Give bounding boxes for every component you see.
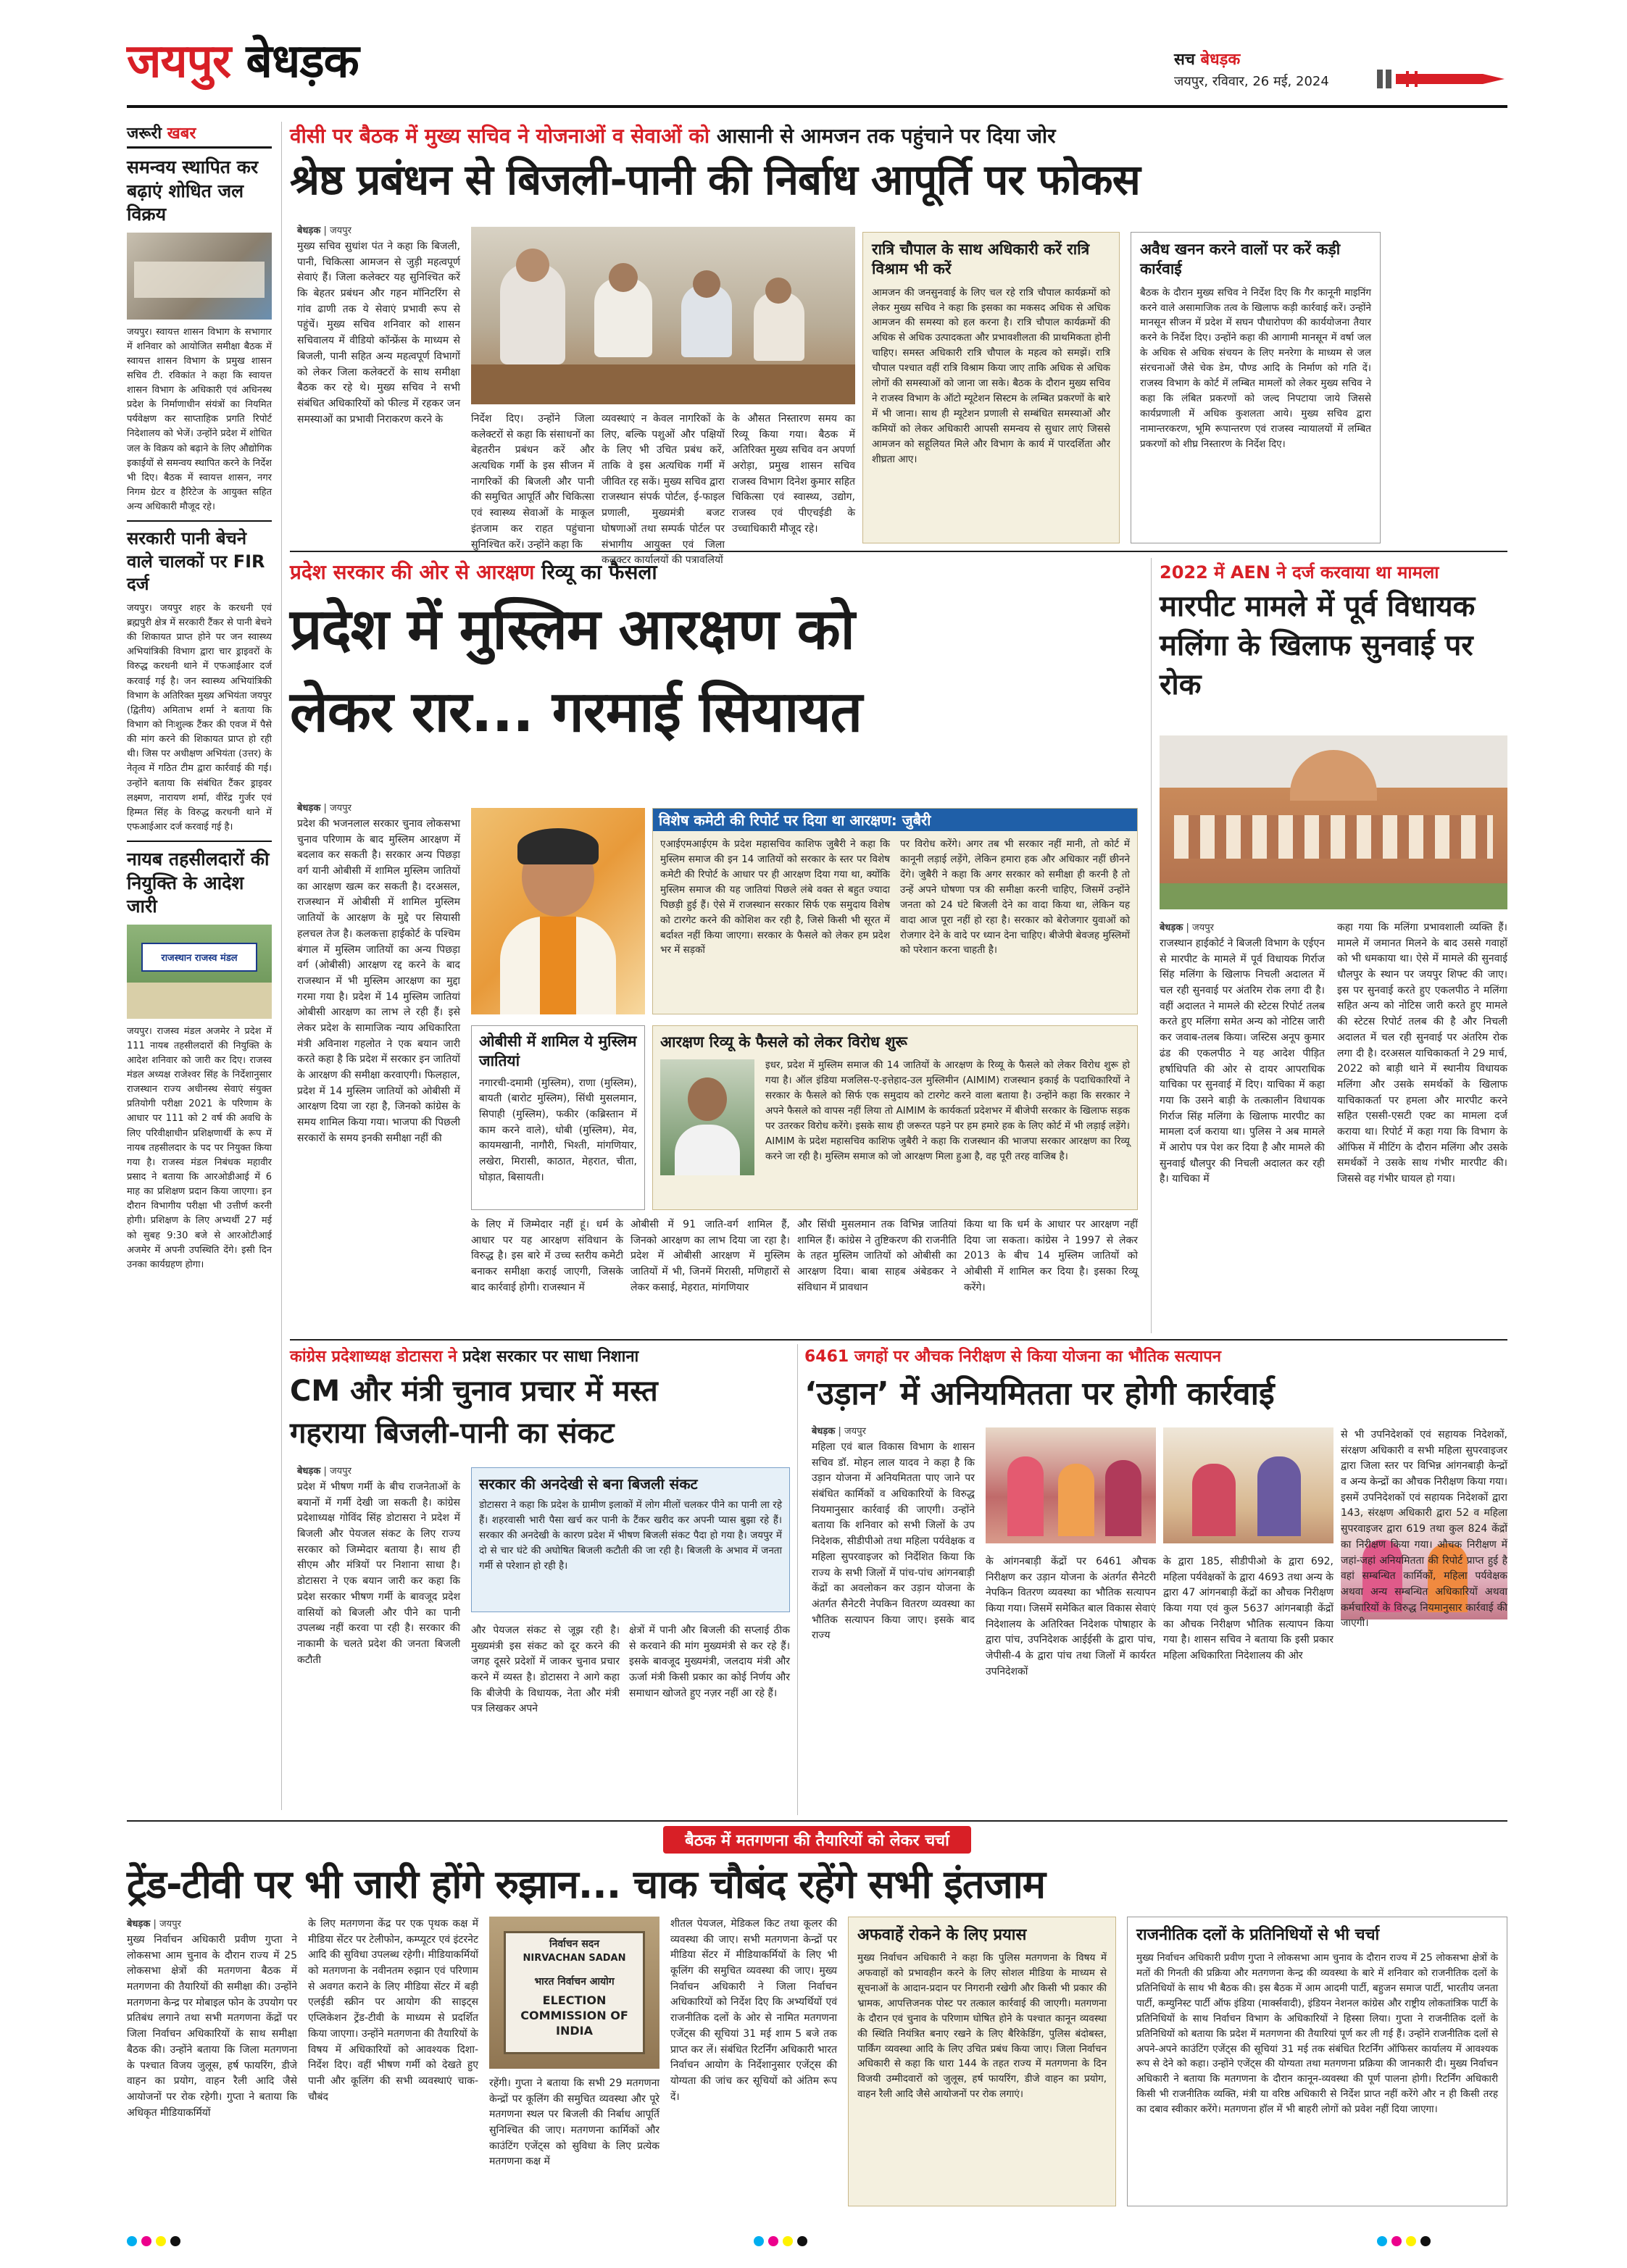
story-5-col-4: से भी उपनिदेशकों एवं सहायक निदेशकों, संरक्षण अधिकारी व सभी महिला सुपरवाइजर द्वारा जिला स्तर पर विभिन्न आंगनबाड़ी केन्द्रों व अन्य केन्द्रों का औचक निरीक्षण किया गया। इसमें उपनिदेशकों एवं सहायक निदेशकों द्वारा 143, संरक्षण अधिकारी द्वारा 52 व महिला सुपरवाइजर द्वारा 619 तथा कुल 824 केंद्रों का निरीक्षण किया गया। औचक निरीक्षण में जहां-जहां अनियमितता की रिपोर्ट प्राप्त हुई है वहां सम्बन्धित कार्मिकों, महिला पर्यवेक्षक अथवा अन्य सम्बन्धित अधिकारियों अथवा कर्मचारियों के विरुद्ध नियमानुसार कार्रवाई की जाएगी। xyxy=(1341,1429,1507,1630)
story-5-photo-1 xyxy=(986,1427,1156,1543)
story-5-headline: ‘उड़ान’ में अनियमितता पर होगी कार्रवाई xyxy=(804,1375,1275,1412)
board-sign: राजस्थान राजस्व मंडल xyxy=(141,943,257,972)
story-2-box-b: ओबीसी में शामिल ये मुस्लिम जातियां नगारची-दमामी (मुस्लिम), राणा (मुस्लिम), बायती (बारोट मुस्लिम), सिंधी मुसलमान, सिपाही (मुस्लिम), फकीर (कब्रिस्तान में काम करने वाले), धोबी (मुस्लिम), मेव, कायमखानी, नागौरी, भिश्ती, मांगणियार, लखेरा, मिरासी, काठात, मेहरात, चीता, घोड़ात, बिसायती। xyxy=(471,1025,645,1210)
story-1-col-2: निर्देश दिए। उन्होंने जिला कलेक्टरों से कहा कि संसाधनों का बेहतरीन प्रबंधन करें और अत्यधिक गर्मी के इस सीजन में नागरिकों की बिजली और पानी की समुचित आपूर्ति और चिकित्सा एवं स्वास्थ्य सेवाओं के माकूल इंतजाम कर राहत पहुंचाना सुनिश्चित करें। उन्होंने कहा कि xyxy=(471,413,594,551)
sidebar-story-3-body: जयपुर। राजस्व मंडल अजमेर ने प्रदेश में 111 नायब तहसीलदारों की नियुक्ति के आदेश शनिवार को जारी कर दिए। राजस्व मंडल अध्यक्ष राजेश्वर सिंह के निर्देशानुसार राजस्थान राज्य अधीनस्थ सेवाएं संयुक्त प्रतियोगी परीक्षा 2021 के परिणाम के आधार पर 111 को 2 वर्ष की अवधि के लिए परिवीक्षाधीन प्रशिक्षणार्थी के रूप में नायब तहसीलदार के पद पर नियुक्त किया गया है। राजस्व मंडल निबंधक महावीर प्रसाद ने बताया कि आरओडीआई में 6 माह का प्रशिक्षण प्रदान किया जाएगा। इन दौरान विभागीय परीक्षा भी उत्तीर्ण करनी होगी। प्रशिक्षण के लिए अभ्यर्थी 27 मई को सुबह 9:30 बजे से आरओटीआई अजमेर में अपनी उपस्थिति देंगे। इसी दिन उनका कार्यग्रहण होगा। xyxy=(127,1025,272,1270)
registration-marks-center xyxy=(754,2235,812,2249)
story-5-photo-2 xyxy=(1163,1427,1333,1543)
story-5-col-4b xyxy=(1341,1627,1507,1815)
story-6-kicker-wrap xyxy=(127,1826,1507,1854)
story-4-headline-l2: गहराया बिजली-पानी का संकट xyxy=(290,1417,615,1450)
story-2-headline-l2: लेकर रार... गरमाई सियायत xyxy=(290,680,862,745)
story-4 xyxy=(290,1344,790,1815)
sidebar-story-1-photo xyxy=(127,233,272,320)
story-4-col-2: और पेयजल संकट से जूझ रही है। मुख्यमंत्री इस संकट को दूर करने की जगह दूसरे प्रदेशों में जाकर चुनाव प्रचार करने में व्यस्त है। डोटासरा ने आगे कहा कि बीजेपी के विधायक, नेता और मंत्री पत्र लिखकर अपने xyxy=(471,1625,620,1715)
story-5-kicker: 6461 जगहों पर औचक निरीक्षण से किया योजना का भौतिक सत्यापन xyxy=(804,1348,1221,1366)
story-2-col-1: बेधड़क | जयपुर प्रदेश की भजनलाल सरकार चुनाव लोकसभा चुनाव परिणाम के बाद मुस्लिम आरक्षण में बदलाव कर सकती है। सरकार अन्य पिछड़ा वर्ग यानी ओबीसी में शामिल मुस्लिम जातियों का आरक्षण खत्म कर सकती है। दरअसल, राजस्थान में ओबीसी में शामिल मुस्लिम जातियों के आरक्षण के मुद्दे पर सियासी हलचल तेज है। कलकत्ता हाईकोर्ट के पश्चिम बंगाल में मुस्लिम जातियों का अन्य पिछड़ा वर्ग (ओबीसी) आरक्षण रद्द करने के बाद राजस्थान में भी मुस्लिम आरक्षण का मुद्दा गरमा गया है। प्रदेश में 14 मुस्लिम जातियां ओबीसी आरक्षण का लाभ ले रही हैं। इसे लेकर प्रदेश के सामाजिक न्याय अधिकारिता मंत्री अविनाश गहलोत ने एक बयान जारी करते कहा है कि प्रदेश में सरकार इन जातियों के आरक्षण की समीक्षा करवाएगी। फिलहाल, प्रदेश में 14 मुस्लिम जातियों को ओबीसी में आरक्षण दिया जा रहा है, जिनको कांग्रेस के समय शामिल किया गया। भाजपा की पिछली सरकारों के समय इनकी समीक्षा नहीं की xyxy=(297,803,460,1144)
sign-line-2: NIRVACHAN SADAN xyxy=(523,1953,626,1964)
story-4-box: सरकार की अनदेखी से बना बिजली संकट डोटासरा ने कहा कि प्रदेश के ग्रामीण इलाकों में लोग मीलों चलकर पीने का पानी ला रहे हैं। शहरवासी भारी पैसा खर्च कर पानी के टैंकर खरीद कर अपनी प्यास बुझा रहे हैं। सरकार की अनदेखी के कारण प्रदेश में भीषण बिजली संकट पैदा हो गया है। जयपुर में दो से चार घंटे की अघोषित बिजली कटौती की जा रही है। बिजली के अभाव में जनता गर्मी से परेशान हो रही है। xyxy=(471,1467,790,1612)
dateline: जयपुर, रविवार, 26 मई, 2024 xyxy=(1174,74,1329,89)
story-1 xyxy=(290,122,1507,567)
story-6-col-3: रहेंगी। गुप्ता ने बताया कि सभी 29 मतगणना केन्द्रों पर कूलिंग की समुचित व्यवस्था और पूरे मतगणना स्थल पर बिजली की निर्बाध आपूर्ति सुनिश्चित की जाए। मतगणना कार्मिकों और काउंटिंग एजेंट्स को सुविधा के लिए प्रत्येक मतगणना कक्ष में xyxy=(489,2077,659,2168)
divider-5 xyxy=(127,1820,1507,1822)
logo-right: बेधड़क xyxy=(246,35,359,88)
story-2-inset-photo xyxy=(660,1059,754,1175)
story-2-box-c: आरक्षण रिव्यू के फैसले को लेकर विरोध शुरू इधर, प्रदेश में मुस्लिम समाज की 14 जातियों के आरक्षण के रिव्यू के फैसले को लेकर विरोध शुरू हो गया है। ऑल इंडिया मजलिस-ए-इत्तेहाद-उल मुस्लिमीन (AIMIM) राजस्थान इकाई के पदाधिकारियों ने सरकार के फैसले को सिर्फ एक समुदाय को टारगेट करने वाला बताया है। उन्होंने कहा कि सरकार ने अपने फैसले को वापस नहीं लिया तो AIMIM के कार्यकर्ता प्रदेशभर में बीजेपी सरकार के खिलाफ सड़क पर उतरकर विरोध करेंगे। इसके साथ ही जरूरत पड़ने पर हम हमारे हक के लिए कोर्ट में भी लड़ाई लड़ेंगे। AIMIM के प्रदेश महासचिव काशिफ जुबैरी ने कहा कि राजस्थान की भाजपा सरकार आरक्षण का रिव्यू करने जा रही है। मुस्लिम समाज को जो आरक्षण मिला हुआ है, वह पूरी तरह वाजिब है। xyxy=(652,1025,1138,1210)
sign-line-4: ELECTION COMMISSION OF INDIA xyxy=(520,1993,628,2038)
story-1-box-2: अवैध खनन करने वालों पर करें कड़ी कार्रवाई बैठक के दौरान मुख्य सचिव ने निर्देश दिए कि गैर कानूनी माइनिंग करने वाले असामाजिक तत्व के खिलाफ कड़ी कार्रवाई करें। उन्होंने मानसून सीजन में प्रदेश में सघन पौधारोपण की कार्ययोजना तैयार करने के निर्देश दिए। उन्होंने कहा की आगामी मानसून में वर्षा जल के अधिक से अधिक संचयन के लिए मनरेगा के माध्यम से जल संरचनाओं जैसे चेक डेम, पौण्ड आदि के निर्माण को गति दें। राजस्व विभाग के कोर्ट में लम्बित मामलों को लेकर मुख्य सचिव ने कहा कि लंबित प्रकरणों को जल्द निपटाया जाये जिससे कार्यप्रणाली में अधिक कुशलता आये। मुख्य सचिव द्वारा नामान्तरकरण, भूमि रूपान्तरण एवं राजस्व न्यायालयों में लम्बित प्रकरणों को शीघ्र निस्तारण के निर्देश दिए। xyxy=(1131,232,1381,543)
sidebar-story-2-body: जयपुर। जयपुर शहर के करधनी एवं ब्रह्मपुरी क्षेत्र में सरकारी टैंकर से पानी बेचने की शिकायत प्राप्त होने पर जन स्वास्थ्य अभियांत्रिकी विभाग द्वारा चार ड्राइवरों के विरुद्ध करधनी थाने में एफआईआर दर्ज करवाई गई है। जन स्वास्थ्य अभियांत्रिकी विभाग के अतिरिक्त मुख्य अभियंता जयपुर (द्वितीय) अमिताभ शर्मा ने बताया कि विभाग को निःशुल्क टैंकर की एवज में पैसे की मांग करने की शिकायत प्राप्त हो रही थी। जिस पर अधीक्षण अभियंता (उत्तर) के नेतृत्व में गठित टीम द्वारा कार्रवाई की गई। उन्होंने बताया कि संबंधित टैंकर ड्राइवर लक्ष्मण, नारायण शर्मा, वीरेंद्र गुर्जर एवं हिम्मत सिंह के विरुद्ध करधनी थाने में एफआईआर दर्ज करवाई गई है। xyxy=(127,602,272,833)
story-5-col-1: बेधड़क | जयपुर महिला एवं बाल विकास विभाग के शासन सचिव डॉ. मोहन लाल यादव ने कहा है कि उड़ान योजना में अनियमितता पाए जाने पर संबंधित कार्मिकों व अधिकारियों के विरुद्ध नियमानुसार कार्रवाई की जाएगी। उन्होंने बताया कि शनिवार को सभी जिलों के उप निदेशक, सीडीपीओ तथा महिला पर्यवेक्षक व महिला सुपरवाइजर को निर्देशित किया कि राज्य के सभी जिलों में पांच-पांच आंगनबाड़ी केंद्रों का अवलोकन कर उड़ान योजना के अंतर्गत सैनेटरी नेपकिन वितरण व्यवस्था का भौतिक सत्यापन किया जाए। इसके बाद राज्य xyxy=(812,1426,975,1642)
story-6-col-4: शीतल पेयजल, मेडिकल किट तथा कूलर की व्यवस्था की जाए। सभी मतगणना केन्द्रों पर मीडिया सेंटर में मीडियाकर्मियों के लिए भी कूलिंग की समुचित व्यवस्था की जाए। मुख्य निर्वाचन अधिकारी ने जिला निर्वाचन अधिकारियों को निर्देश दिए कि अभ्यर्थियों एवं राजनीतिक दलों के ओर से नामित मतगणना एजेंट्स की सूचियां 31 मई शाम 5 बजे तक प्राप्त कर लें। संबंधित रिटर्निंग अधिकारी भारत निर्वाचन आयोग के निर्देशानुसार एजेंट्स की योग्यता की जांच कर सूचियों को अंतिम रूप दें। xyxy=(670,1918,837,2103)
divider-3 xyxy=(290,1339,1507,1341)
story-4-col-1: बेधड़क | जयपुर प्रदेश में भीषण गर्मी के बीच राजनेताओं के बयानों में गर्मी देखी जा सकती है। कांग्रेस प्रदेशाध्यक्ष गोविंद सिंह डोटासरा ने प्रदेश में बिजली और पेयजल संकट के लिए राज्य सरकार को जिम्मेदार बताया है। साथ ही सीएम और मंत्रियों पर निशाना साधा है। डोटासरा ने एक बयान जारी कर कहा कि प्रदेश सरकार भीषण गर्मी के बावजूद प्रदेश वासियों को बिजली और पीने का पानी उपलब्ध नहीं करवा पा रही है। सरकार की नाकामी के चलते प्रदेश की जनता बिजली कटौती xyxy=(297,1466,460,1666)
masthead-logo xyxy=(127,36,359,87)
story-6-photo xyxy=(489,1917,659,2069)
sidebar-story-2-title: सरकारी पानी बेचने वाले चालकों पर FIR दर्ज xyxy=(127,528,265,594)
sidebar-story-3-title: नायब तहसीलदारों की नियुक्ति के आदेश जारी xyxy=(127,849,270,917)
story-1-photo xyxy=(471,227,855,404)
story-6-box-a: अफवाहें रोकने के लिए प्रयास मुख्य निर्वाचन अधिकारी ने कहा कि पुलिस मतगणना के विषय में अफवाहों को प्रभावहीन करने के लिए सोशल मीडिया के माध्यम से सूचनाओं के आदान-प्रदान पर निगरानी रखेगी और किसी भी प्रकार की भ्रामक, आपत्तिजनक पोस्ट पर तत्काल कार्रवाई की जाएगी। मतगणना के दौरान एवं चुनाव के परिणाम घोषित होने के पश्चात कानून व्यवस्था की स्थिति नियंत्रित बनाए रखने के लिए बैरिकेडिंग, पुलिस बंदोबस्त, पार्किंग व्यवस्था आदि के लिए उचित प्रबंध किया जाए। जिला निर्वाचन अधिकारी से कहा कि धारा 144 के तहत राज्य में मतगणना के दिन विजयी उम्मीदवारों को जुलूस, हर्ष फायरिंग, डीजे वाहन का प्रयोग, वाहन रैली आदि जैसे आयोजनों पर रोक लगाएं। xyxy=(848,1917,1116,2206)
sign-line-3: भारत निर्वाचन आयोग xyxy=(534,1976,615,1988)
story-2-photo xyxy=(471,808,645,1014)
story-3-col-1: बेधड़क | जयपुर राजस्थान हाईकोर्ट ने बिजली विभाग के एईएन से मारपीट के मामले में पूर्व विधायक गिर्राज सिंह मलिंगा के खिलाफ निचली अदालत में चल रही सुनवाई पर अंतरिम रोक लगा दी है। वहीं अदालत ने मामले की स्टेटस रिपोर्ट तलब करते हुए मलिंगा समेत अन्य को नोटिस जारी कर जवाब-तलब किया। जस्टिस अनूप कुमार ढंड की एकलपीठ ने यह आदेश पीड़ित हर्षाधिपति की ओर से दायर आपराधिक याचिका पर सुनवाई में दिए। याचिका में कहा गया कि उसने बाड़ी के तत्कालीन विधायक गिर्राज सिंह मलिंगा के खिलाफ मारपीट का मामला दर्ज कराया था। पुलिस ने अब मामले में आरोप पत्र पेश कर दिया है और मामले की सुनवाई धौलपुर की निचली अदालत कर रही है। याचिका में xyxy=(1160,922,1325,1185)
story-2 xyxy=(290,558,1145,1333)
masthead xyxy=(0,0,1627,123)
story-3-col-2: कहा गया कि मलिंगा प्रभावशाली व्यक्ति हैं। मामले में जमानत मिलने के बाद उससे गवाहों को भी धमकाया था। ऐसे में मामले की सुनवाई धौलपुर के स्थान पर जयपुर शिफ्ट की जाए। इस पर सुनवाई करते हुए एकलपीठ ने मलिंगा सहित अन्य को नोटिस जारी करते हुए मामले की स्टेटस रिपोर्ट तलब की है और निचली अदालत में चल रही सुनवाई पर अंतरिम रोक लगा दी है। दरअसल याचिकाकर्ता ने 29 मार्च, 2022 को बाड़ी थाने में स्थानीय विधायक मलिंगा और उसके समर्थकों के खिलाफ याचिकाकर्ता पर हमला और मारपीट करने सहित एससी-एसटी एक्ट का मामला दर्ज कराया था। रिपोर्ट में कहा गया कि विभाग के ऑफिस में मीटिंग के दौरान मलिंगा और उसके समर्थकों ने उसके साथ गंभीर मारपीट की। जिससे वह गंभीर घायल हो गया। xyxy=(1337,922,1507,1185)
logo-left: जयपुर xyxy=(127,35,231,88)
registration-marks-left xyxy=(127,2235,185,2249)
story-2-col-3: ओबीसी में 91 जाति-वर्ग शामिल हैं, जिनको आरक्षण का लाभ दिया जा रहा है। प्रदेश में ओबीसी आरक्षण में मुस्लिम जातियों में भी, जिनमें मिरासी, मणिहारों से लेकर कसाई, मेहरात, मांगणियार xyxy=(631,1219,790,1293)
sidebar-divider xyxy=(281,122,282,1810)
story-2-col-2: के लिए में जिम्मेदार नहीं हूं। धर्म के आधार पर यह आरक्षण संविधान के विरुद्ध है। इस बारे में उच्च स्तरीय कमेटी बनाकर समीक्षा कराई जाएगी, जिसके बाद कार्रवाई होगी। राजस्थान में xyxy=(471,1219,623,1293)
story-5-col-2: के आंगनबाड़ी केंद्रों पर 6461 औचक निरीक्षण कर उड़ान योजना के अंतर्गत सैनेटरी नेपकिन वितरण व्यवस्था का भौतिक सत्यापन किया गया। जिसमें समेकित बाल विकास सेवाएं निदेशालय के अतिरिक्त निदेशक पोषाहार के द्वारा पांच, उपनिदेशक आईईसी के द्वारा पांच, जेपीसी-4 के द्वारा पांच तथा जिलों में कार्यरत उपनिदेशकों xyxy=(986,1556,1156,1677)
story-5-col-3: के द्वारा 185, सीडीपीओ के द्वारा 692, महिला पर्यवेक्षकों के द्वारा 4693 तथा अन्य के द्वारा 47 आंगनबाड़ी केंद्रों का औचक निरीक्षण किया गया एवं कुल 5637 आंगनबाड़ी केंद्रों का औचक निरीक्षण भौतिक सत्यापन किया गया है। शासन सचिव ने बताया कि इसी प्रकार महिला अधिकारिता निदेशालय की ओर xyxy=(1163,1556,1333,1662)
story-6-col-1: बेधड़क | जयपुर मुख्य निर्वाचन अधिकारी प्रवीण गुप्ता ने लोकसभा आम चुनाव के दौरान राज्य में 25 लोकसभा क्षेत्रों की मतगणना बैठक में मतगणना की तैयारियों की समीक्षा की। उन्होंने मतगणना केन्द्र पर मोबाइल फोन के उपयोग पर प्रतिबंध लगाने तथा सभी मतगणना केंद्रों पर जिला निर्वाचन अधिकारियों के साथ समीक्षा बैठक की। उन्होंने बताया कि जिला मतगणना के पश्चात विजय जुलूस, हर्ष फायरिंग, डीजे वाहन का प्रयोग, वाहन रैली आदि जैसे आयोजनों पर रोक रहेगी। गुप्ता ने बताया कि अधिकृत मीडियाकर्मियों xyxy=(127,1919,297,2119)
story-3-kicker: 2022 में AEN ने दर्ज करवाया था मामला xyxy=(1160,562,1439,583)
story-5 xyxy=(804,1344,1507,1815)
story-3-headline: मारपीट मामले में पूर्व विधायक मलिंगा के खिलाफ सुनवाई पर रोक xyxy=(1160,590,1476,701)
story-3 xyxy=(1160,558,1507,1333)
story-1-col-3: व्यवस्थाएं न केवल नागरिकों के लिए, बल्कि पशुओं और पक्षियों के लिए भी उचित प्रबंध करें, ताकि वे इस अत्यधिक गर्मी में जीवित रह सकें। मुख्य सचिव द्वारा राजस्थान संपर्क पोर्टल, ई-फाइल प्रणाली, मुख्यमंत्री बजट घोषणाओं तथा सम्पर्क पोर्टल पर संभागीय आयुक्त एवं जिला कलक्टर कार्यालयों की पत्रावलियों xyxy=(602,413,725,567)
masthead-rule xyxy=(127,105,1507,108)
story-6-kicker: बैठक में मतगणना की तैयारियों को लेकर चर्चा xyxy=(663,1826,971,1854)
story-6-col-2: के लिए मतगणना केंद्र पर एक पृथक कक्ष में मीडिया सेंटर पर टेलीफोन, कम्प्यूटर एवं इंटरनेट आदि की सुविधा उपलब्ध रहेगी। मीडियाकर्मियों को मतगणना के नवीनतम रुझान एवं परिणाम से अवगत कराने के लिए मीडिया सेंटर में बड़ी एलईडी स्क्रीन पर आयोग की साइट्स एप्लिकेशन ट्रेंड-टीवी के माध्यम से प्रदर्शित किया जाएगा। उन्होंने मतगणना की तैयारियों के विषय में अधिकारियों को आवश्यक दिशा-निर्देश दिए। वहीं भीषण गर्मी को देखते हुए पानी और कूलिंग की सभी व्यवस्थाएं चाक-चौबंद xyxy=(308,1918,478,2103)
sidebar-header-a: जरूरी xyxy=(127,125,162,143)
sidebar-story-1-title: समन्वय स्थापित कर बढ़ाएं शोधित जल विक्रय xyxy=(127,157,259,225)
story-1-col-4: के औसत निस्तारण समय का रिव्यू किया गया। बैठक में अतिरिक्त मुख्य सचिव वन अपर्णा अरोड़ा, प्रमुख शासन सचिव राजस्व विभाग दिनेश कुमार सहित चिकित्सा एवं स्वास्थ्य, उद्योग, राजस्व एवं पीएचईडी के उच्चाधिकारी मौजूद रहे। xyxy=(732,413,855,535)
story-2-headline-l1: प्रदेश में मुस्लिम आरक्षण को xyxy=(290,597,854,662)
story-2-box-a: विशेष कमेटी की रिपोर्ट पर दिया था आरक्षण: जुबैरी एआईएमआईएम के प्रदेश महासचिव काशिफ जुबैरी ने कहा कि मुस्लिम समाज की इन 14 जातियों को सरकार के स्तर पर विशेष कमेटी की रिपोर्ट के आधार पर ही आरक्षण दिया गया था, क्योंकि मुस्लिम समाज की यह जातियां पिछले लंबे वक्त से बहुत ज्यादा पिछड़ी हुई हैं। ऐसे में राजस्थान सरकार सिर्फ एक समुदाय विशेष को टारगेट करने की कोशिश कर रही है, जिसे किसी भी सूरत में बर्दाश्त नहीं किया जाएगा। सरकार के फैसले को लेकर हम प्रदेश भर में सड़कों पर विरोध करेंगे। अगर तब भी सरकार नहीं मानी, तो कोर्ट में कानूनी लड़ाई लड़ेंगे, लेकिन हमारा हक और अधिकार नहीं छीनने देंगे। जुबैरी ने कहा कि अगर सरकार को समीक्षा ही करनी है तो उन्हें अपने घोषणा पत्र की समीक्षा करनी चाहिए, जिसमें उन्होंने जनता को 24 घंटे बिजली देने का वादा किया था, लेकिन यह वादा आज पूरा नहीं हो रहा है। सरकार को बेरोजगार युवाओं को रोजगार देने के वादे पर ध्यान देना चाहिए। बीजेपी बेवजह मुस्लिमों को परेशान करना चाहती है। xyxy=(652,808,1138,1014)
story-3-photo xyxy=(1160,735,1507,909)
sidebar-story-3-photo xyxy=(127,925,272,1019)
story-2-col-5: किया था कि धर्म के आधार पर आरक्षण नहीं दिया जा सकता। कांग्रेस ने 1997 से लेकर 2013 के बीच 14 मुस्लिम जातियों को ओबीसी में शामिल कर दिया है। इसका रिव्यू करेंगे। xyxy=(964,1219,1138,1293)
story-4-col-3: क्षेत्रों में पानी और बिजली की सप्लाई ठीक से करवाने की मांग मुख्यमंत्री से कर रहे हैं। इसके बावजूद मुख्यमंत्री, जलदाय मंत्री और ऊर्जा मंत्री किसी प्रकार का कोई निर्णय और समाधान खोजते हुए नज़र नहीं आ रहे हैं। xyxy=(629,1625,790,1699)
story-1-headline: श्रेष्ठ प्रबंधन से बिजली-पानी की निर्बाध आपूर्ति पर फोकस xyxy=(290,155,1140,204)
story-6 xyxy=(127,1826,1507,2217)
pen-nib-icon xyxy=(1377,68,1507,90)
divider-2 xyxy=(1151,558,1152,1333)
registration-marks-right xyxy=(1377,2235,1435,2249)
story-1-box-1: रात्रि चौपाल के साथ अधिकारी करें रात्रि विश्राम भी करें आमजन की जनसुनवाई के लिए चल रहे रात्रि चौपाल कार्यक्रमों को लेकर मुख्य सचिव ने कहा कि इसका का मकसद अधिक से अधिक आमजन की समस्या को हल करना है। रात्रि चौपाल कार्यक्रमों की अधिक से अधिक उत्पादकता और प्रभावशीलता की प्राथमिकता होनी चाहिए। समस्त अधिकारी रात्रि चौपाल के महत्व को समझें। रात्रि चौपाल पश्चात वहीं रात्रि विश्राम किया जाए ताकि अधिक से अधिक लोगों की समस्याओं को जाना जा सके। बैठक के दौरान मुख्य सचिव ने राजस्व विभाग के ऑटो म्यूटेशन सिस्टम के लम्बित प्रकरणों के बारे में भी जाना। साथ ही म्यूटेशन प्रणाली से सम्बंधित समस्याओं और कमियों को लेकर अधिकारी आपसी समन्वय से सुधार लाएं जिससे आमजन को सहूलियत मिले और विभाग के कार्य में पारदर्शिता और शीघ्रता आए। xyxy=(862,232,1120,543)
story-1-col-1: बेधड़क | जयपुर मुख्य सचिव सुधांश पंत ने कहा कि बिजली, पानी, चिकित्सा आमजन से जुड़ी महत्वपूर्ण सेवाएं हैं। जिला कलेक्टर यह सुनिश्चित करें कि बेहतर प्रबंधन और गहन मॉनिटरिंग से गांव ढाणी तक ये सेवाएं प्रभावी रूप से पहुंचें। मुख्य सचिव शनिवार को शासन सचिवालय में वीडियो कॉन्फ्रेंस के माध्यम से बिजली, पानी सहित अन्य महत्वपूर्ण विभागों को लेकर जिला कलेक्टरों के साथ समीक्षा बैठक कर रहे थे। मुख्य सचिव ने सभी संबंधित अधिकारियों को फील्ड में रहकर जन समस्याओं का प्रभावी निराकरण करने के xyxy=(297,225,460,425)
story-1-kicker: वीसी पर बैठक में मुख्य सचिव ने योजनाओं व सेवाओं को आसानी से आमजन तक पहुंचाने पर दिया जोर xyxy=(290,124,1056,148)
sidebar xyxy=(127,122,272,1810)
masthead-tagline: सच बेधड़क xyxy=(1174,51,1241,69)
divider-4 xyxy=(797,1344,798,1815)
sidebar-header-b: खबर xyxy=(167,125,196,143)
sign-line-1: निर्वाचन सदन xyxy=(549,1938,599,1950)
story-4-kicker: कांग्रेस प्रदेशाध्यक्ष डोटासरा ने प्रदेश सरकार पर साधा निशाना xyxy=(290,1348,639,1366)
divider-1 xyxy=(290,551,1507,552)
story-2-kicker: प्रदेश सरकार की ओर से आरक्षण रिव्यू का फैसला xyxy=(290,560,657,584)
story-2-col-4: और सिंधी मुसलमान तक विभिन्न जातियां शामिल हैं। कांग्रेस ने तुष्टिकरण की राजनीति के तहत मुस्लिम जातियों को ओबीसी का आरक्षण दिया। बाबा साहब अंबेडकर ने संविधान में प्रावधान xyxy=(797,1219,957,1293)
sidebar-story-1-body: जयपुर। स्वायत्त शासन विभाग के सभागार में शनिवार को आयोजित समीक्षा बैठक में स्वायत्त शासन विभाग के प्रमुख शासन सचिव टी. रविकांत ने कहा कि स्वायत्त शासन विभाग के अधिकारी एवं अधिनस्थ प्रदेश के निर्माणाधीन संयंत्रों का नियमित पर्यवेक्षण कर साप्ताहिक प्रगति रिपोर्ट निदेशालय को भेजें। उन्होंने प्रदेश में शोधित जल के विक्रय को बढ़ाने के लिए औद्योगिक इकाईयों से समन्वय स्थापित करने के निर्देश भी दिए। बैठक में स्वायत्त शासन, नगर निगम ग्रेटर व हैरिटेज के आयुक्त सहित अन्य अधिकारी मौजूद रहे। xyxy=(127,326,272,513)
story-6-box-b: राजनीतिक दलों के प्रतिनिधियों से भी चर्चा मुख्य निर्वाचन अधिकारी प्रवीण गुप्ता ने लोकसभा आम चुनाव के दौरान राज्य में 25 लोकसभा क्षेत्रों के मतों की गिनती की प्रक्रिया और मतगणना केन्द्र की व्यवस्था के बारे में शनिवार को राजनीतिक दलों के प्रतिनिधियों के साथ भी बैठक की। इस बैठक में आम आदमी पार्टी, बहुजन समाज पार्टी, भारतीय जनता पार्टी, कम्युनिस्ट पार्टी ऑफ इंडिया (मार्क्सवादी), इंडियन नेशनल कांग्रेस और राष्ट्रीय लोकतांत्रिक पार्टी के प्रतिनिधियों के साथ निर्वाचन विभाग के अधिकारियों ने हिस्सा लिया। गुप्ता ने राजनीतिक दलों के प्रतिनिधियों को बताया कि प्रदेश में मतगणना की तैयारियां पूर्ण कर ली गई हैं। उन्होंने राजनीतिक दलों से अपने-अपने काउंटिंग एजेंट्स की सूचियां 31 मई तक संबंधित रिटर्निंग ऑफिसर कार्यालय में आवश्यक रूप से देने को कहा। उन्होंने एजेंट्स की योग्यता तथा मतगणना प्रक्रिया की जानकारी दी। मुख्य निर्वाचन अधिकारी ने बताया कि मतगणना के दौरान कानून-व्यवस्था की पूर्ण पालना होगी। रिटर्निंग अधिकारी किसी भी राजनीतिक व्यक्ति, मंत्री या वरिष्ठ अधिकारी से निर्देश प्राप्त नहीं करेंगे और न ही किसी तरह का दबाव स्वीकार करेंगे। मतगणना हॉल में भी बाहरी लोगों को प्रवेश नहीं दिया जाएगा। xyxy=(1127,1917,1507,2206)
story-4-headline-l1: CM और मंत्री चुनाव प्रचार में मस्त xyxy=(290,1375,658,1408)
story-6-headline: ट्रेंड-टीवी पर भी जारी होंगे रुझान... चाक चौबंद रहेंगे सभी इंतजाम xyxy=(127,1861,1046,1907)
sidebar-header xyxy=(127,122,272,149)
